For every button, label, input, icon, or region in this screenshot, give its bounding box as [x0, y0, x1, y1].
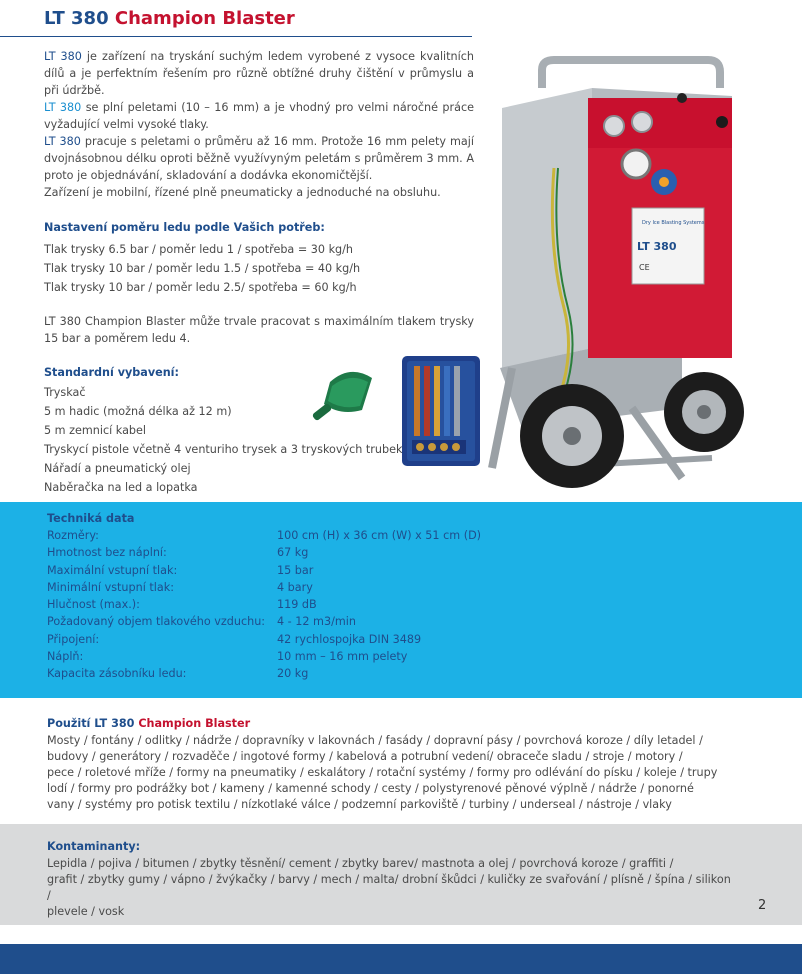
equipment-heading: Standardní vybavení:: [44, 366, 179, 379]
title-name: Champion Blaster: [114, 8, 295, 29]
tech-row: Požadovaný objem tlakového vzduchu: 4 - 12 m3/min: [47, 615, 356, 629]
machine-model: LT 380: [637, 240, 677, 253]
equipment-item: 5 m hadic (možná délka až 12 m): [44, 405, 232, 418]
equipment-item: Nářadí a pneumatický olej: [44, 462, 191, 475]
usage-line: Mosty / fontány / odlitky / nádrže / dopravníky v lakovnách / fasády / dopravní pásy / povrchová koroze / díly letadel /: [47, 734, 703, 747]
tech-row: Náplň: 10 mm – 16 mm pelety: [47, 650, 408, 664]
tech-row: Maximální vstupní tlak: 15 bar: [47, 563, 314, 577]
handle-icon: [542, 60, 720, 88]
pressure-knob-icon: [651, 169, 677, 195]
contaminants-line: plevele / vosk: [47, 905, 125, 918]
usage-heading: Použití LT 380 Champion Blaster: [47, 717, 251, 730]
intro-paragraph-4: Zařízení je mobilní, řízené plně pneumaticky a jednoduché na obsluhu.: [44, 186, 441, 199]
tech-table: [47, 529, 547, 685]
tech-row: Rozměry: 100 cm (H) x 36 cm (W) x 51 cm (D): [47, 529, 482, 542]
usage-line: budovy / generátory / rozvaděče / ingotové formy / kabelová a potrubní vedení/ obraceče sladu / stroje / motory /: [47, 750, 683, 763]
title-divider: [0, 36, 472, 37]
ratio-item: Tlak trysky 10 bar / poměr ledu 2.5/ spotřeba = 60 kg/h: [44, 281, 357, 294]
intro-paragraph-3: LT 380 pracuje s peletami o průměru až 16 mm. Protože 16 mm pelety mají dvojnásobnou délku oproti běžně využívyným peletám s průměrem 3 mm. A proto je objednávání, skladování a dodávka ekonomičtější.: [44, 135, 474, 182]
contaminants-text: [47, 856, 737, 920]
intro-section: [44, 48, 474, 201]
contaminants-line: grafit / zbytky gumy / vápno / žvýkačky / barvy / mech / malta/ drobní škůdci / kuličky ze svařování / plísně / špína / silikon /: [47, 873, 731, 902]
title-model: LT 380: [44, 8, 109, 29]
intro-paragraph-2: LT 380 se plní peletami (10 – 16 mm) a je vhodný pro velmi náročné práce vyžadující velmi vysoké tlaky.: [44, 101, 474, 131]
ice-scoop-icon: [312, 372, 372, 421]
tech-row: Kapacita zásobníku ledu: 20 kg: [47, 667, 309, 681]
tech-heading: Techniká data: [47, 512, 135, 525]
ratio-list: [44, 240, 360, 297]
machine-image: [482, 48, 782, 508]
page-title: [44, 8, 295, 29]
page-number: 2: [758, 898, 767, 913]
equipment-item: 5 m zemnicí kabel: [44, 424, 147, 437]
usage-line: pece / roletové mříže / formy na pneumatiky / eskalátory / rotační systémy / formy pro odlévání do písku / koleje / trupy: [47, 766, 718, 779]
machine-brand: Dry Ice Blasting Systems: [642, 220, 705, 226]
ratio-item: Tlak trysky 10 bar / poměr ledu 1.5 / spotřeba = 40 kg/h: [44, 262, 361, 275]
wheel-icon: [520, 384, 624, 488]
equipment-item: Tryskycí pistole včetně 4 venturiho trysek a 3 tryskových trubek: [44, 443, 403, 456]
max-pressure-note: LT 380 Champion Blaster může trvale pracovat s maximálním tlakem trysky 15 bar a poměrem ledu 4.: [44, 315, 474, 345]
footer-band: [0, 944, 802, 974]
ratio-item: Tlak trysky 6.5 bar / poměr ledu 1 / spotřeba = 30 kg/h: [44, 243, 354, 256]
contaminants-heading: Kontaminanty:: [47, 840, 141, 853]
equipment-item: Tryskač: [44, 386, 86, 399]
tech-row: Hlučnost (max.): 119 dB: [47, 598, 317, 612]
ce-mark: CE: [639, 263, 650, 272]
contaminants-line: Lepidla / pojiva / bitumen / zbytky těsnění/ cement / zbytky barev/ mastnota a olej / povrchová koroze / graffiti /: [47, 857, 674, 870]
accessories-image: [310, 352, 482, 470]
ratio-heading: Nastavení poměru ledu podle Vašich potřeb:: [44, 221, 325, 234]
intro-paragraph-1: LT 380 je zařízení na tryskání suchým ledem vyrobené z vysoce kvalitních dílů a je perfektním řešením pro různě obtížné druhy čištění v průmyslu a při údržbě.: [44, 50, 474, 97]
tech-row: Připojení: 42 rychlospojka DIN 3489: [47, 632, 422, 646]
usage-line: vany / systémy pro potisk textilu / nízkotlaké válce / podzemní parkoviště / turbiny / underseal / nástroje / vlaky: [47, 798, 672, 811]
usage-text: [47, 733, 727, 813]
usage-line: lodí / formy pro podrážky bot / kameny / kamenné schody / cesty / polystyrenové pěnové výplně / nádrže / ponorné: [47, 782, 694, 795]
equipment-item: Naběračka na led a lopatka: [44, 481, 198, 494]
tech-row: Hmotnost bez náplní: 67 kg: [47, 546, 309, 560]
nozzle-case-icon: [402, 356, 480, 466]
tech-row: Minimální vstupní tlak: 4 bary: [47, 580, 313, 594]
wheel-icon: [664, 372, 744, 452]
